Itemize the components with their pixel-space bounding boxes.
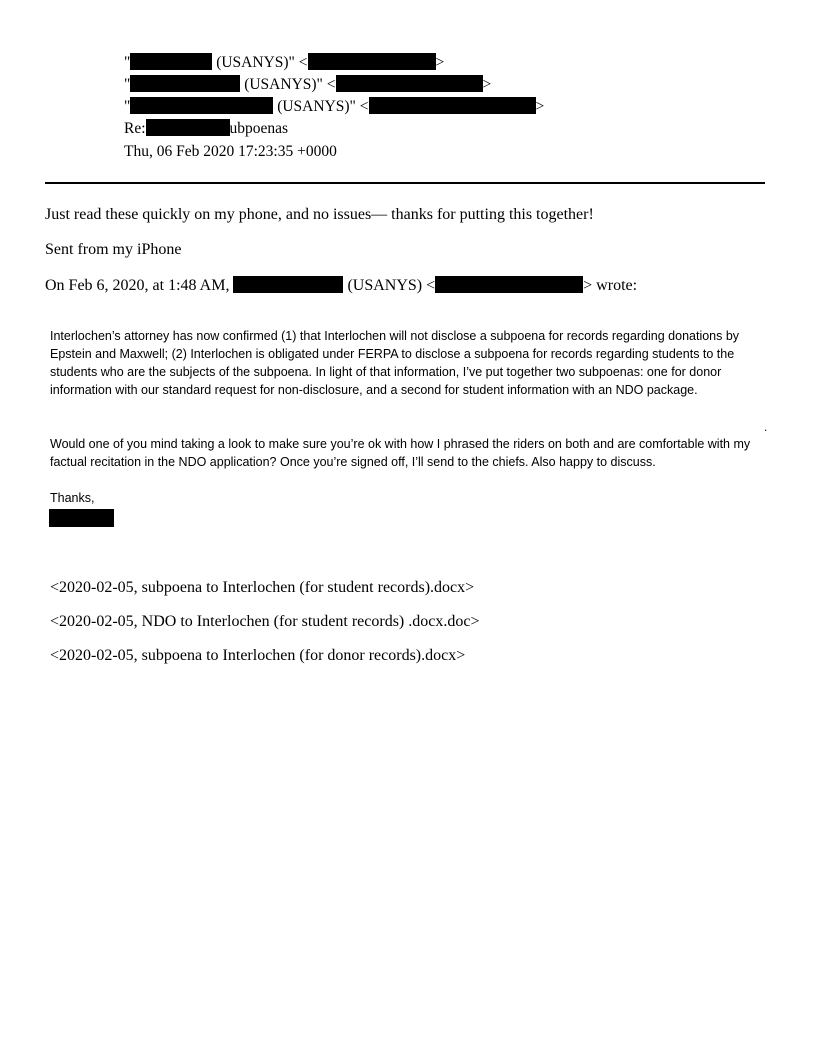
redaction-block [308, 53, 436, 70]
cc-value [124, 97, 544, 117]
quoted-paragraph-1: Interlochen’s attorney has now confirmed (1) that Interlochen will not disclose a subpoena for records regarding donations by Epstein and Maxwell; (2) Interlochen is obligated under FERPA to disclose a subpoena for records regarding students to the students who are the subjects of the subpoena. In light of that information, I’ve put together two subpoenas: one for donor information with our standard request for non-disclosure, and a second for student information with an NDO package. [50, 329, 740, 397]
header-divider [45, 182, 765, 184]
redaction-block [435, 276, 583, 293]
cc-quote: " [124, 98, 131, 115]
attachment-item[interactable]: <2020-02-05, subpoena to Interlochen (for student records).docx> [50, 579, 475, 596]
redaction-block [336, 75, 483, 92]
redaction-block [130, 75, 240, 92]
date-value: Thu, 06 Feb 2020 17:23:35 +0000 [124, 143, 337, 160]
attachment-item[interactable]: <2020-02-05, subpoena to Interlochen (for donor records).docx> [50, 647, 466, 664]
subject-suffix: ubpoenas [229, 120, 289, 137]
redaction-block [146, 119, 230, 136]
redacted-sender-name [49, 509, 114, 527]
subject-value [124, 119, 288, 139]
from-org: (USANYS)" < [212, 54, 308, 71]
from-quote: " [124, 54, 131, 71]
cc-close: > [535, 98, 545, 115]
subject-prefix: Re: [124, 120, 146, 137]
attachment-item[interactable]: <2020-02-05, NDO to Interlochen (for student records) .docx.doc> [50, 613, 480, 630]
redaction-block [130, 97, 273, 114]
signature-text: Sent from my iPhone [45, 241, 182, 258]
reply-text: Just read these quickly on my phone, and no issues— thanks for putting this together! [45, 206, 594, 223]
stray-mark: . [764, 420, 768, 434]
to-quote: " [124, 76, 131, 93]
redaction-block [369, 97, 536, 114]
to-org: (USANYS)" < [240, 76, 336, 93]
attribution-prefix: On Feb 6, 2020, at 1:48 AM, [45, 277, 230, 294]
from-close: > [435, 54, 445, 71]
redaction-block [130, 53, 212, 70]
to-value [124, 75, 491, 95]
attribution-suffix: > wrote: [583, 277, 638, 294]
attribution-line [45, 276, 637, 296]
quoted-paragraph-2: Would one of you mind taking a look to make sure you’re ok with how I phrased the riders on both and are comfortable with my factual recitation in the NDO application? Once you’re signed off, I’ll send to the chiefs. Also happy to discuss. [50, 437, 751, 469]
redaction-block [233, 276, 343, 293]
from-value [124, 53, 444, 73]
quoted-closing: Thanks, [50, 491, 95, 505]
attribution-org: (USANYS) < [343, 277, 436, 294]
to-close: > [482, 76, 492, 93]
cc-org: (USANYS)" < [273, 98, 369, 115]
